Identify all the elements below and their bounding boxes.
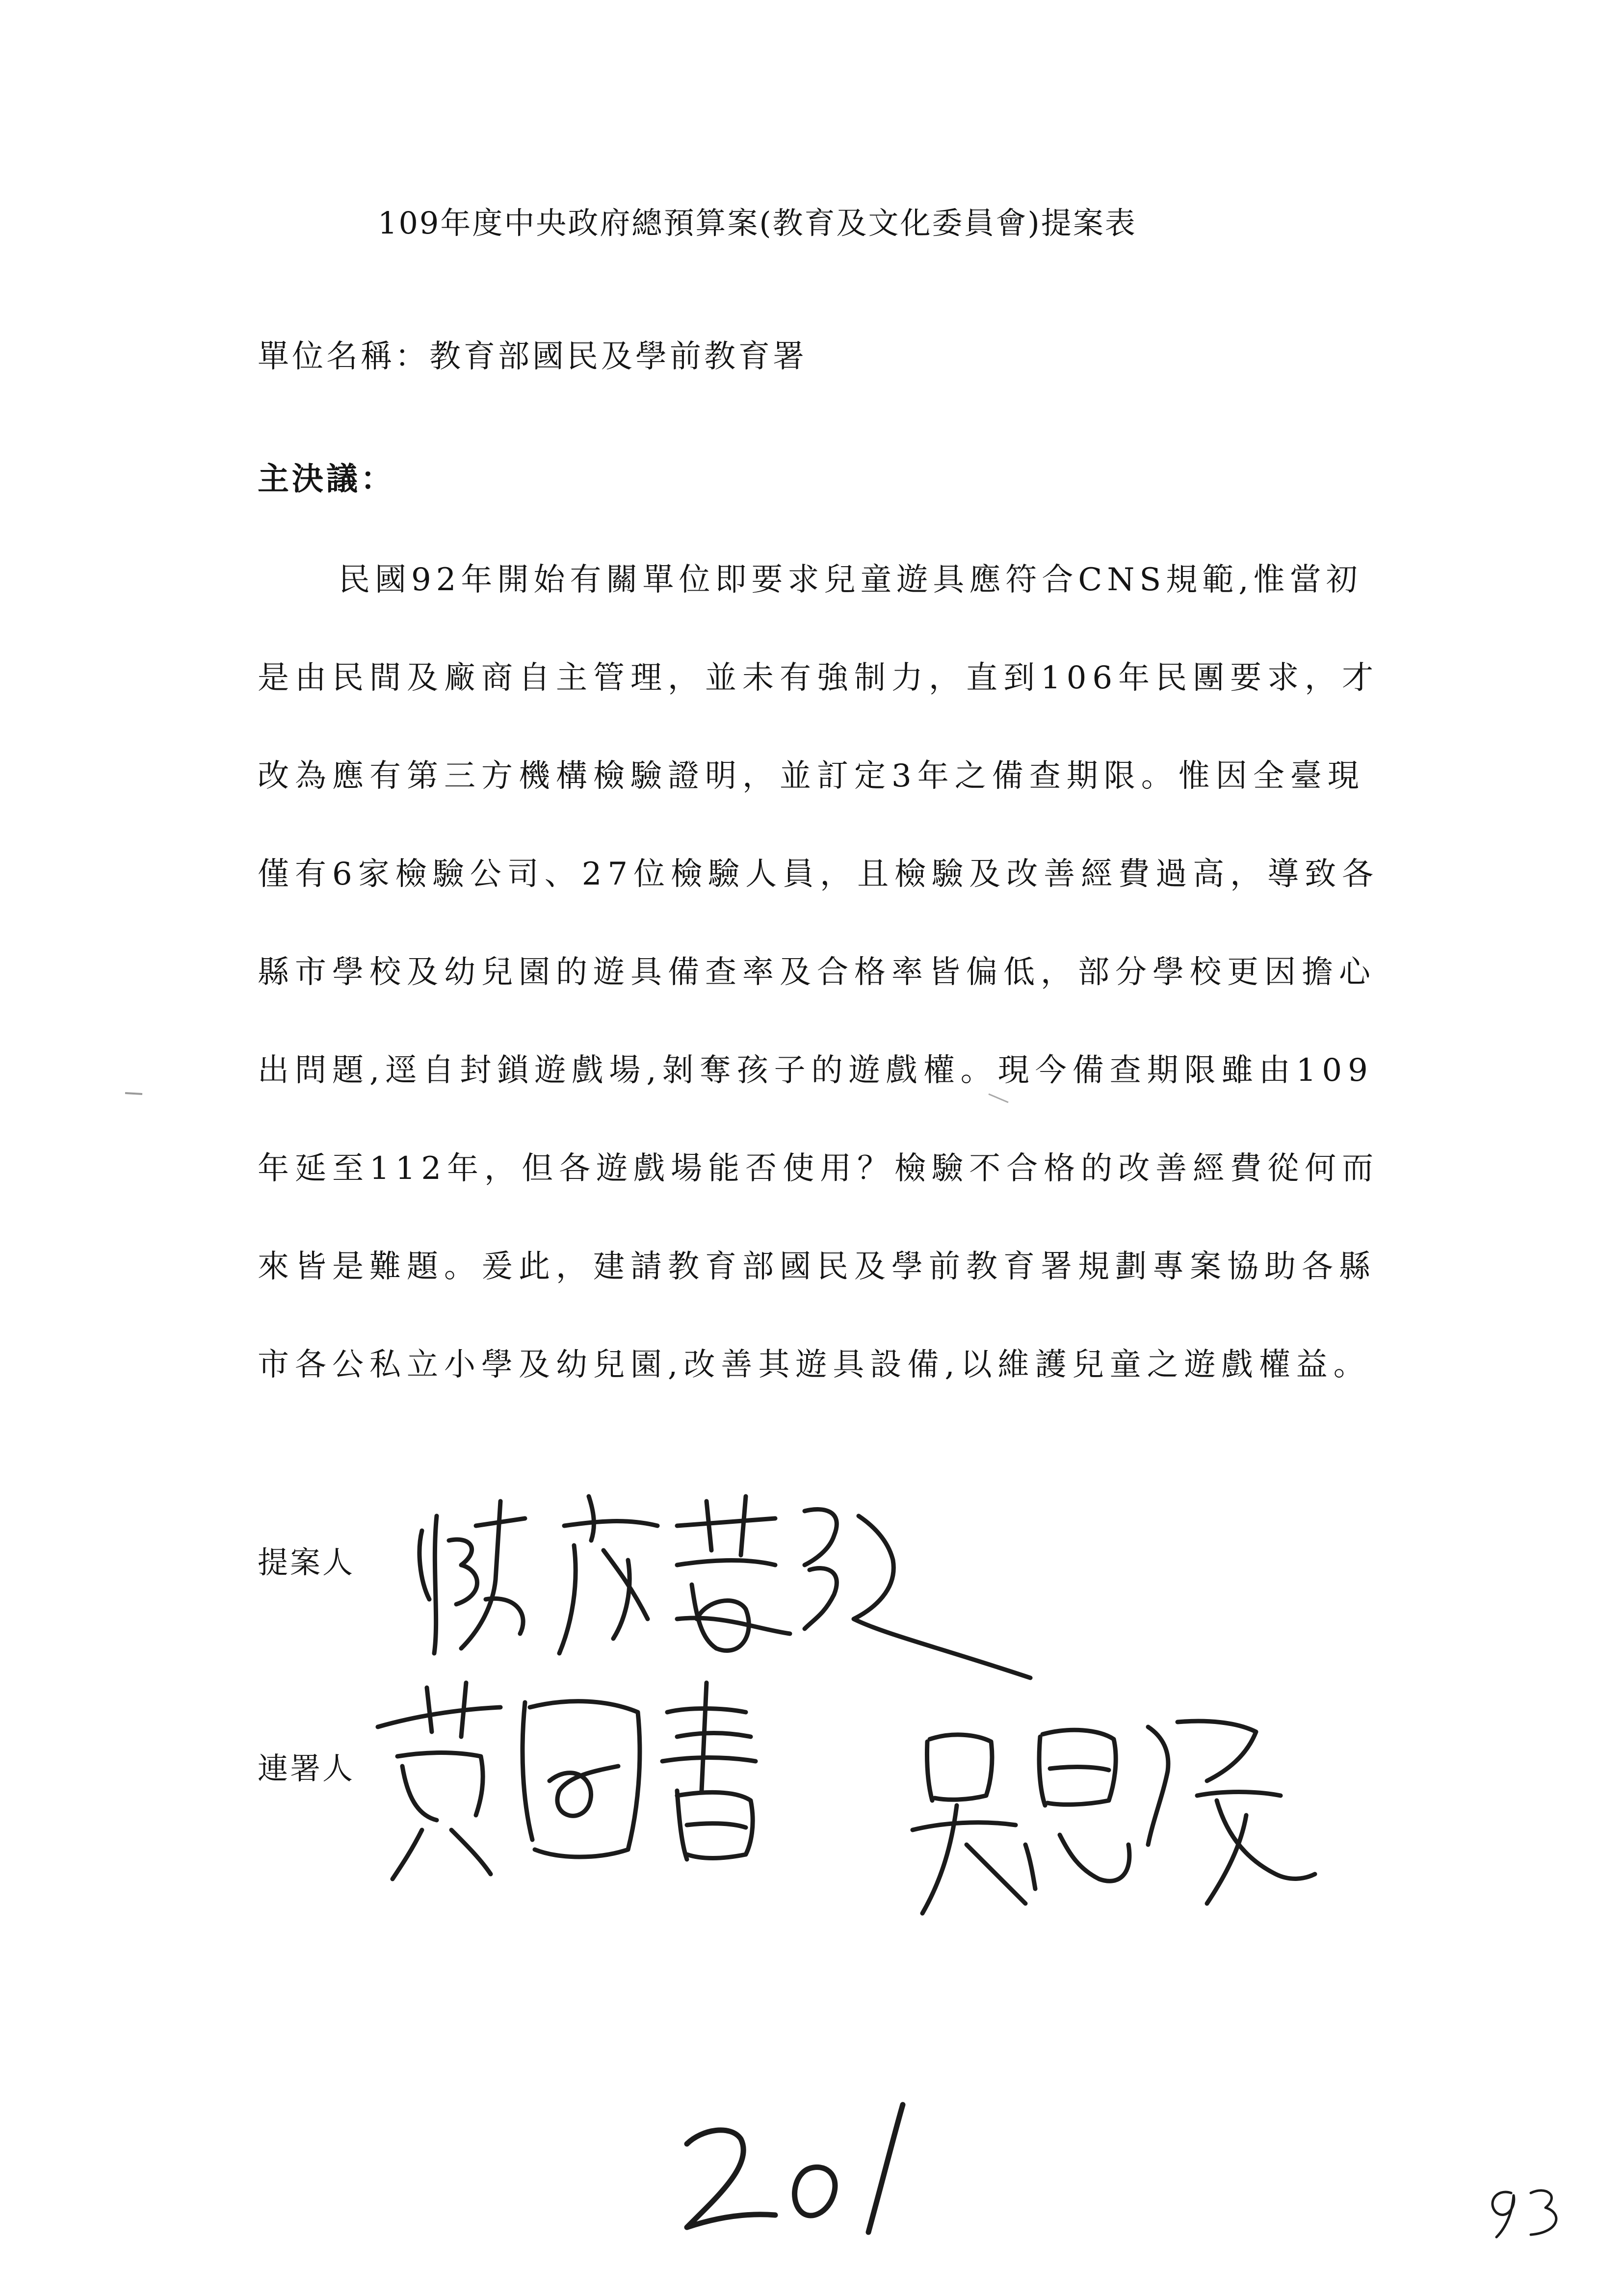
handwritten-page-number: [1477, 2173, 1575, 2242]
scan-artifact: [123, 1089, 152, 1099]
body-line: 市各公私立小學及幼兒園,改善其遊具設備,以維護兒童之遊戲權益。: [258, 1347, 1371, 1383]
scan-artifact: [986, 1092, 1016, 1106]
body-line: 出問題,逕自封鎖遊戲場,剝奪孩子的遊戲權。現今備查期限雖由109: [258, 1052, 1374, 1089]
body-line: 民國92年開始有關單位即要求兒童遊具應符合CNS規範,惟當初: [339, 562, 1362, 598]
main-resolution-heading: 主決議：: [258, 461, 395, 497]
body-line: 來皆是難題。爰此，建請教育部國民及學前教育署規劃專案協助各縣: [258, 1249, 1376, 1285]
cosigner-signature: [363, 1653, 834, 1884]
cosigner-label: 連署人: [258, 1750, 355, 1786]
unit-name-line: 單位名稱：教育部國民及學前教育署: [258, 339, 807, 375]
body-line: 縣市學校及幼兒園的遊具備查率及合格率皆偏低，部分學校更因擔心: [258, 954, 1376, 991]
proposer-signature: [402, 1472, 1089, 1678]
body-line: 年延至112年，但各遊戲場能否使用？檢驗不合格的改善經費從何而: [258, 1150, 1380, 1187]
cosigner-signature-2: [903, 1697, 1325, 1928]
body-line: 改為應有第三方機構檢驗證明，並訂定3年之備查期限。惟因全臺現: [258, 758, 1365, 794]
body-line: 僅有6家檢驗公司、27位檢驗人員，且檢驗及改善經費過高，導致各: [258, 856, 1380, 892]
handwritten-item-number: [672, 2085, 927, 2242]
proposer-label: 提案人: [258, 1544, 355, 1580]
page-title: 109年度中央政府總預算案(教育及文化委員會)提案表: [378, 205, 1137, 241]
body-line: 是由民間及廠商自主管理，並未有強制力，直到106年民團要求，才: [258, 660, 1380, 696]
